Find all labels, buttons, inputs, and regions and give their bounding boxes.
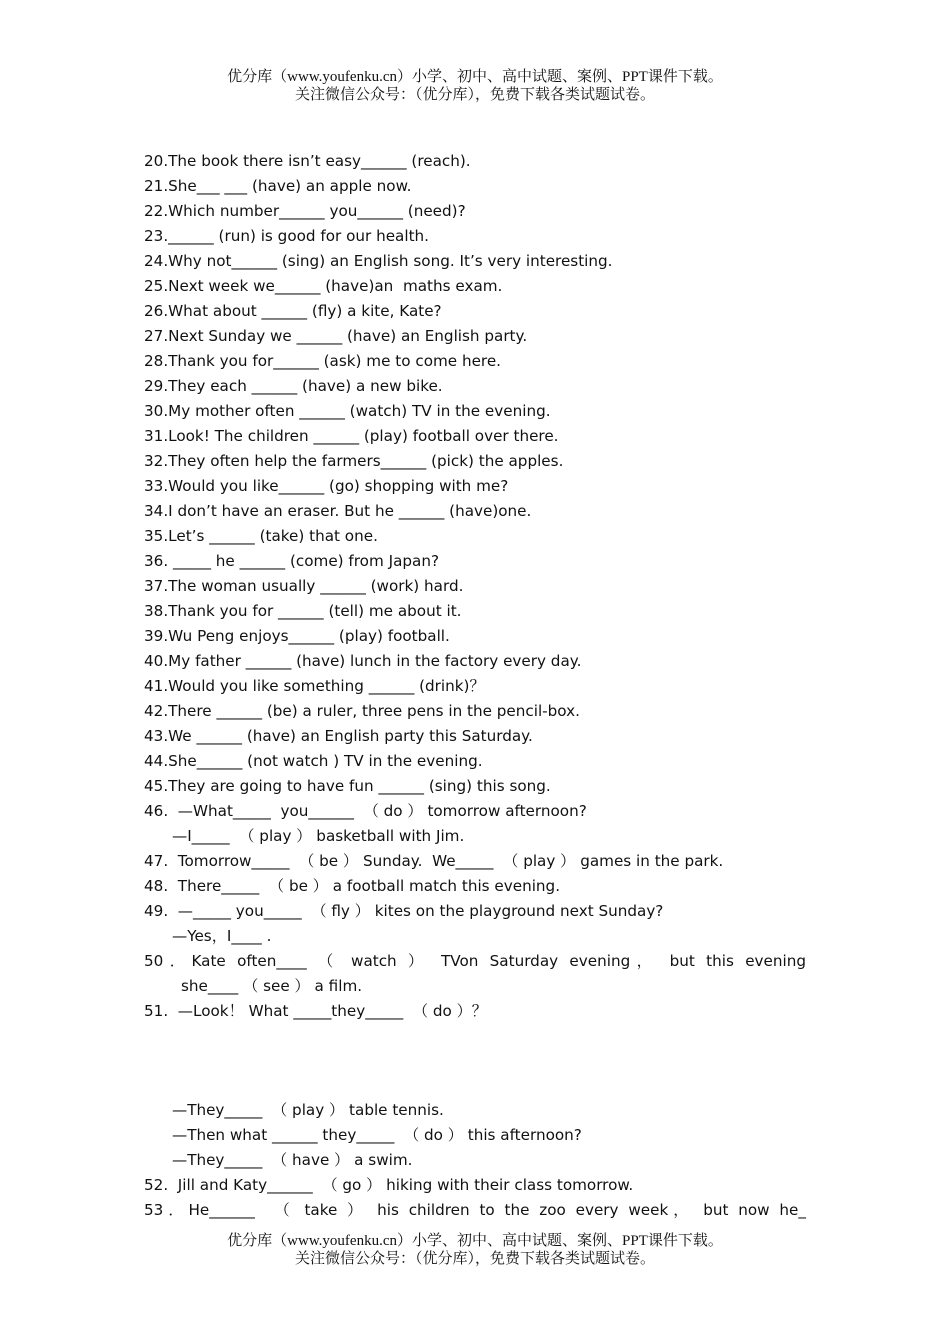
question-36: 36. _____ he ______ (come) from Japan?	[144, 552, 440, 570]
question-21: 21.She___ ___ (have) an apple now.	[144, 177, 412, 195]
question-26: 26.What about ______ (fly) a kite, Kate?	[144, 302, 442, 320]
question-51-reply-3: —They_____ （ have ） a swim.	[172, 1151, 413, 1169]
question-51-reply-2: —Then what ______ they_____ （ do ） this afternoon?	[172, 1126, 582, 1144]
question-43: 43.We ______ (have) an English party this Saturday.	[144, 727, 533, 745]
question-30: 30.My mother often ______ (watch) TV in the evening.	[144, 402, 551, 420]
question-51-prompt: 51. —Look！ What _____they_____ （ do ）？	[144, 1002, 487, 1020]
question-49-reply: —Yes，I____ .	[172, 927, 272, 945]
question-37: 37.The woman usually ______ (work) hard.	[144, 577, 464, 595]
question-32: 32.They often help the farmers______ (pick) the apples.	[144, 452, 564, 470]
question-53: 53．He______ （ take ） his children to the zoo every week， but now he_	[144, 1201, 806, 1219]
footer-line-1: 优分库（www.youfenku.cn）小学、初中、高中试题、案例、PPT课件下载。	[227, 1233, 723, 1249]
question-42: 42.There ______ (be) a ruler, three pens in the pencil-box.	[144, 702, 580, 720]
question-52: 52. Jill and Katy______ （ go ） hiking with their class tomorrow.	[144, 1176, 634, 1194]
question-51-reply-1: —They_____ （ play ） table tennis.	[172, 1101, 444, 1119]
question-22: 22.Which number______ you______ (need)?	[144, 202, 466, 220]
question-25: 25.Next week we______ (have)an maths exam.	[144, 277, 503, 295]
page-header	[0, 68, 950, 104]
question-20: 20.The book there isn’t easy______ (reach).	[144, 152, 471, 170]
question-50-line-1: 50．Kate often____ （ watch ） TVon Saturday evening， but this evening	[144, 952, 806, 970]
question-46-prompt: 46. —What_____ you______ （ do ） tomorrow afternoon?	[144, 802, 587, 820]
question-38: 38.Thank you for ______ (tell) me about it.	[144, 602, 462, 620]
header-line-2: 关注微信公众号：（优分库），免费下载各类试题试卷。	[294, 87, 655, 103]
question-33: 33.Would you like______ (go) shopping with me?	[144, 477, 509, 495]
footer-line-2: 关注微信公众号：（优分库），免费下载各类试题试卷。	[294, 1251, 655, 1267]
question-39: 39.Wu Peng enjoys______ (play) football.	[144, 627, 450, 645]
question-50-line-2: she____ （ see ） a film.	[181, 977, 363, 995]
question-28: 28.Thank you for______ (ask) me to come here.	[144, 352, 502, 370]
question-35: 35.Let’s ______ (take) that one.	[144, 527, 378, 545]
question-29: 29.They each ______ (have) a new bike.	[144, 377, 443, 395]
question-34: 34.I don’t have an eraser. But he ______ (have)one.	[144, 502, 532, 520]
question-48: 48. There_____ （ be ） a football match this evening.	[144, 877, 561, 895]
question-47: 47. Tomorrow_____ （ be ） Sunday. We_____ （ play ） games in the park.	[144, 852, 724, 870]
question-46-reply: —I_____ （ play ） basketball with Jim.	[172, 827, 465, 845]
question-31: 31.Look! The children ______ (play) football over there.	[144, 427, 559, 445]
question-27: 27.Next Sunday we ______ (have) an English party.	[144, 327, 528, 345]
question-49-prompt: 49. —_____ you_____ （ fly ） kites on the playground next Sunday?	[144, 902, 664, 920]
question-41: 41.Would you like something ______ (drink)？	[144, 677, 485, 695]
question-40: 40.My father ______ (have) lunch in the factory every day.	[144, 652, 582, 670]
question-45: 45.They are going to have fun ______ (sing) this song.	[144, 777, 551, 795]
question-44: 44.She______ (not watch ) TV in the evening.	[144, 752, 483, 770]
header-line-1: 优分库（www.youfenku.cn）小学、初中、高中试题、案例、PPT课件下载。	[227, 69, 723, 85]
question-23: 23.______ (run) is good for our health.	[144, 227, 429, 245]
question-24: 24.Why not______ (sing) an English song. It’s very interesting.	[144, 252, 613, 270]
page-footer	[0, 1232, 950, 1268]
